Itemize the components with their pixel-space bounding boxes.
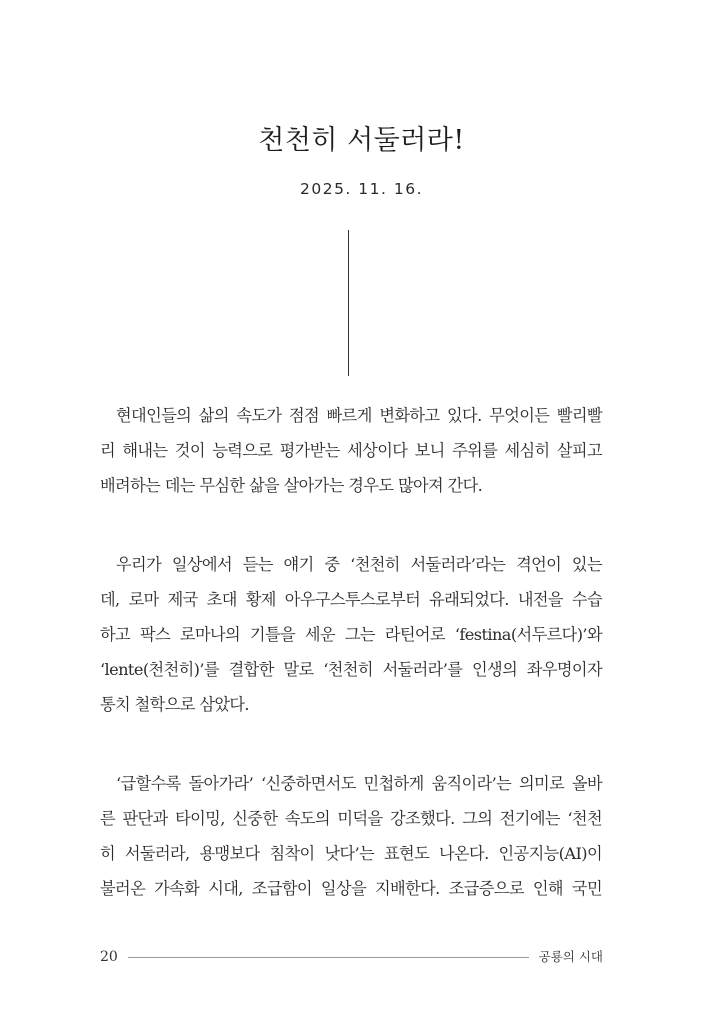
- vertical-divider: [348, 230, 349, 376]
- text-line: 현대인들의 삶의 속도가 점점 빠르게 변화하고 있다. 무엇이든 빨리빨: [116, 406, 602, 425]
- text-line: 하고 팍스 로마나의 기틀을 세운 그는 라틴어로 ‘festina(서두르다)’와: [100, 625, 602, 644]
- text-line: 리 해내는 것이 능력으로 평가받는 세상이다 보니 주위를 세심히 살피고: [100, 441, 602, 460]
- text-line: 히 서둘러라, 용맹보다 침착이 낫다’는 표현도 나온다. 인공지능(AI)이: [100, 844, 602, 863]
- page-title: 천천히 서둘러라!: [258, 125, 465, 156]
- footer-rule: [128, 957, 529, 958]
- paragraph-2: [100, 547, 602, 722]
- paragraph-1: [100, 398, 602, 503]
- essay-body: [100, 398, 602, 950]
- essay-date: 2025. 11. 16.: [299, 180, 424, 198]
- page-number: 20: [100, 949, 118, 965]
- text-line: ‘급할수록 돌아가라’ ‘신중하면서도 민첩하게 움직이라’는 의미로 올바: [116, 774, 602, 793]
- paragraph-3: [100, 766, 602, 906]
- running-book-title: 공룡의 시대: [538, 949, 603, 964]
- page-footer: [100, 946, 603, 968]
- text-line: 우리가 일상에서 듣는 얘기 중 ‘천천히 서둘러라’라는 격언이 있는: [116, 555, 602, 574]
- text-line: 불러온 가속화 시대, 조급함이 일상을 지배한다. 조급증으로 인해 국민: [100, 879, 602, 898]
- text-line: ‘lente(천천히)’를 결합한 말로 ‘천천히 서둘러라’를 인생의 좌우명이자: [100, 660, 602, 679]
- text-line: 른 판단과 타이밍, 신중한 속도의 미덕을 강조했다. 그의 전기에는 ‘천천: [100, 809, 602, 828]
- text-line: 통치 철학으로 삼았다.: [100, 695, 249, 714]
- text-line: 배려하는 데는 무심한 삶을 살아가는 경우도 많아져 간다.: [100, 476, 483, 495]
- text-line: 데, 로마 제국 초대 황제 아우구스투스로부터 유래되었다. 내전을 수습: [100, 590, 602, 609]
